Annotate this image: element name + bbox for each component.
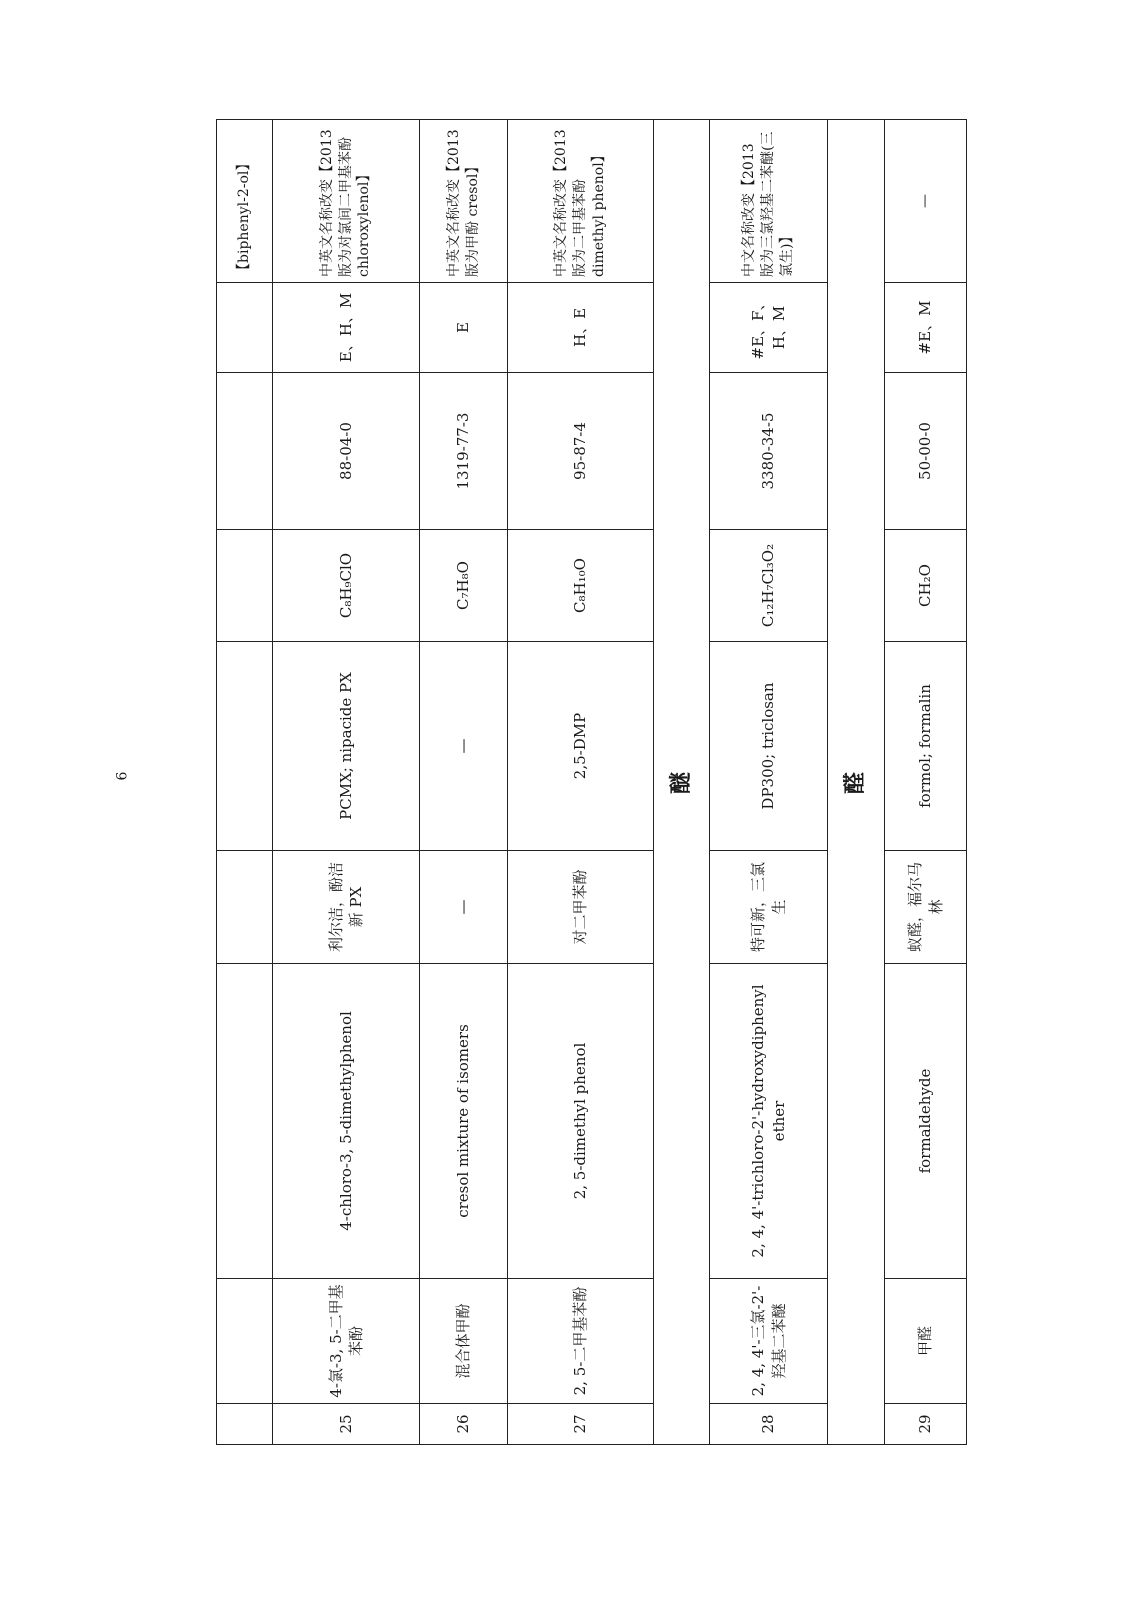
cell-formula: C₈H₁₀O <box>508 530 654 642</box>
cell-en-name: cresol mixture of isomers <box>420 964 508 1279</box>
cell-no: 28 <box>710 1404 828 1445</box>
cell-code: E、H、M <box>273 283 420 373</box>
cell-cas: 88-04-0 <box>273 373 420 530</box>
cell-code: E <box>420 283 508 373</box>
cell-cn-alias: 蚁醛，福尔马林 <box>885 851 967 964</box>
cell-cas: 95-87-4 <box>508 373 654 530</box>
cell-en-alias: DP300; triclosan <box>710 642 828 851</box>
cell-en-alias: formol; formalin <box>885 642 967 851</box>
cell-en-name: 2, 4, 4'-trichloro-2'-hydroxydiphenyl ether <box>710 964 828 1279</box>
cell-en-alias: — <box>420 642 508 851</box>
cell-cn-name: 甲醛 <box>885 1279 967 1404</box>
cell-cn-name <box>217 1279 273 1404</box>
cell-remark: 中英文名称改变【2013 版为二甲基苯酚 dimethyl phenol】 <box>508 120 654 283</box>
category-row <box>828 120 885 1445</box>
substance-table <box>216 119 967 1445</box>
cell-cn-alias: 特可新，三氯生 <box>710 851 828 964</box>
page-number: 6 <box>114 771 131 781</box>
category-row <box>654 120 710 1445</box>
cell-cn-name: 2, 4, 4'-三氯-2'-羟基二苯醚 <box>710 1279 828 1404</box>
cell-cn-name: 2, 5-二甲基苯酚 <box>508 1279 654 1404</box>
cell-en-alias <box>217 642 273 851</box>
cell-cn-alias: — <box>420 851 508 964</box>
table-row <box>710 120 828 1445</box>
cell-cas: 50-00-0 <box>885 373 967 530</box>
rotated-table-wrapper <box>216 120 966 1445</box>
cell-en-name: 4-chloro-3, 5-dimethylphenol <box>273 964 420 1279</box>
cell-cn-alias <box>217 851 273 964</box>
cell-no: 27 <box>508 1404 654 1445</box>
cell-formula: CH₂O <box>885 530 967 642</box>
cell-formula: C₇H₈O <box>420 530 508 642</box>
cell-remark: 中英文名称改变【2013 版为对氯间二甲基苯酚 chloroxylenol】 <box>273 120 420 283</box>
cell-code <box>217 283 273 373</box>
cell-cas: 1319-77-3 <box>420 373 508 530</box>
cell-no <box>217 1404 273 1445</box>
cell-code: #E、F、H、M <box>710 283 828 373</box>
cell-en-alias: PCMX; nipacide PX <box>273 642 420 851</box>
cell-no: 29 <box>885 1404 967 1445</box>
table-row <box>420 120 508 1445</box>
category-aldehyde: 醛 <box>828 120 885 1445</box>
cell-no: 26 <box>420 1404 508 1445</box>
cell-en-name <box>217 964 273 1279</box>
cell-formula: C₁₂H₇Cl₃O₂ <box>710 530 828 642</box>
table-row <box>273 120 420 1445</box>
cell-cn-name: 混合体甲酚 <box>420 1279 508 1404</box>
cell-remark: 中英文名称改变【2013 版为甲酚 cresol】 <box>420 120 508 283</box>
cell-cas: 3380-34-5 <box>710 373 828 530</box>
cell-cn-alias: 对二甲苯酚 <box>508 851 654 964</box>
cell-code: H、E <box>508 283 654 373</box>
cell-remark: 【biphenyl-2-ol】 <box>217 120 273 283</box>
table-row <box>217 120 273 1445</box>
table-row <box>508 120 654 1445</box>
cell-cas <box>217 373 273 530</box>
cell-remark: 中文名称改变【2013 版为三氯羟基二苯醚(三氯生)】 <box>710 120 828 283</box>
table-row <box>885 120 967 1445</box>
cell-en-name: formaldehyde <box>885 964 967 1279</box>
category-ether: 醚 <box>654 120 710 1445</box>
cell-remark: — <box>885 120 967 283</box>
cell-cn-name: 4-氯-3, 5-二甲基苯酚 <box>273 1279 420 1404</box>
cell-formula: C₈H₉ClO <box>273 530 420 642</box>
cell-code: #E、M <box>885 283 967 373</box>
cell-formula <box>217 530 273 642</box>
cell-en-alias: 2,5-DMP <box>508 642 654 851</box>
cell-en-name: 2, 5-dimethyl phenol <box>508 964 654 1279</box>
cell-no: 25 <box>273 1404 420 1445</box>
cell-cn-alias: 利尔洁，酚洁新 PX <box>273 851 420 964</box>
